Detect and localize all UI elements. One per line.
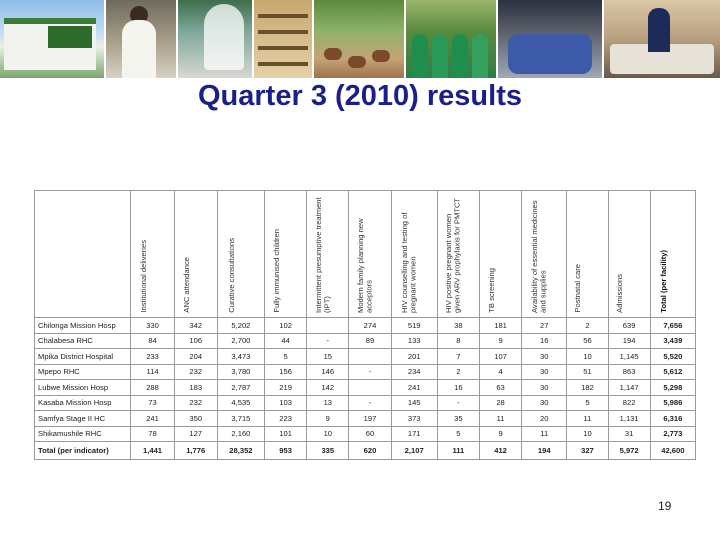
table-cell: 38 — [437, 318, 479, 334]
column-header — [307, 191, 349, 318]
table-cell: 10 — [307, 426, 349, 442]
table-cell: 145 — [391, 395, 437, 411]
table-cell: 3,715 — [217, 411, 264, 427]
column-header-label: Curative consultations — [226, 238, 236, 313]
column-header-label: Total (per facility) — [658, 250, 668, 313]
goat — [324, 48, 342, 60]
table-cell: 3,780 — [217, 364, 264, 380]
table-cell: 16 — [522, 333, 567, 349]
table-cell: 15 — [307, 349, 349, 365]
table-cell: 142 — [307, 380, 349, 396]
summary-cell: 5,972 — [608, 442, 650, 460]
table-cell: 31 — [608, 426, 650, 442]
table-cell: 234 — [391, 364, 437, 380]
column-header — [217, 191, 264, 318]
column-header — [479, 191, 521, 318]
facility-total-cell: 5,612 — [650, 364, 695, 380]
table-cell: 2,700 — [217, 333, 264, 349]
community-group-photo — [406, 0, 496, 78]
table-cell: 5 — [265, 349, 307, 365]
facility-total-cell: 7,656 — [650, 318, 695, 334]
table-cell: 233 — [131, 349, 174, 365]
facility-total-cell: 5,520 — [650, 349, 695, 365]
worker-coat — [122, 20, 156, 78]
table-cell: 114 — [131, 364, 174, 380]
table-cell: 103 — [265, 395, 307, 411]
results-table-container — [34, 190, 696, 468]
table-cell: 84 — [131, 333, 174, 349]
patient-blanket — [508, 34, 592, 74]
table-cell: 2 — [567, 318, 608, 334]
pharmacy-shelves-photo — [254, 0, 312, 78]
facility-total-cell: 2,773 — [650, 426, 695, 442]
facility-name-cell: Chilonga Mission Hosp — [35, 318, 131, 334]
table-cell: 863 — [608, 364, 650, 380]
table-cell: 330 — [131, 318, 174, 334]
table-cell: 274 — [349, 318, 391, 334]
summary-cell: 111 — [437, 442, 479, 460]
column-header-label: HIV positive pregnant women given ARV prophylaxis for PMTCT — [444, 197, 462, 313]
table-cell: 102 — [265, 318, 307, 334]
table-cell: 219 — [265, 380, 307, 396]
table-cell: 11 — [479, 411, 521, 427]
table-cell: 822 — [608, 395, 650, 411]
table-cell: 89 — [349, 333, 391, 349]
table-cell: 10 — [567, 426, 608, 442]
column-header-label: Availability of essential medicines and supplies — [530, 200, 548, 313]
summary-cell: 953 — [265, 442, 307, 460]
table-cell: 2,787 — [217, 380, 264, 396]
table-cell: - — [349, 395, 391, 411]
table-cell: 4 — [479, 364, 521, 380]
summary-cell: 620 — [349, 442, 391, 460]
table-cell: 241 — [131, 411, 174, 427]
goat — [372, 50, 390, 62]
nurse — [648, 8, 670, 52]
table-cell: 63 — [479, 380, 521, 396]
table-cell: 7 — [437, 349, 479, 365]
table-cell: 51 — [567, 364, 608, 380]
table-cell: 232 — [174, 364, 217, 380]
clinic-sign — [48, 26, 92, 48]
table-cell: 1,131 — [608, 411, 650, 427]
table-cell — [307, 318, 349, 334]
table-cell: 60 — [349, 426, 391, 442]
column-header-label: HIV counselling and testing of pregnant women — [400, 212, 418, 313]
table-cell: - — [307, 333, 349, 349]
table-cell — [349, 380, 391, 396]
column-header-label: ANC attendance — [181, 257, 191, 313]
table-cell: 101 — [265, 426, 307, 442]
table-cell: 5,202 — [217, 318, 264, 334]
table-cell: 20 — [522, 411, 567, 427]
table-cell: 201 — [391, 349, 437, 365]
table-cell: 182 — [567, 380, 608, 396]
facility-name-cell: Samfya Stage II HC — [35, 411, 131, 427]
table-cell: 181 — [479, 318, 521, 334]
table-cell: 204 — [174, 349, 217, 365]
table-row — [35, 364, 696, 380]
summary-cell: 1,776 — [174, 442, 217, 460]
table-cell: 639 — [608, 318, 650, 334]
table-cell: 1,145 — [608, 349, 650, 365]
summary-label-cell: Total (per indicator) — [35, 442, 131, 460]
table-cell: 10 — [567, 349, 608, 365]
facility-name-cell: Mpika District Hospital — [35, 349, 131, 365]
table-header-row — [35, 191, 696, 318]
table-cell: 107 — [479, 349, 521, 365]
table-cell: 194 — [608, 333, 650, 349]
table-cell: 78 — [131, 426, 174, 442]
column-header-label: Institutional deliveries — [138, 240, 148, 313]
shelf — [258, 46, 308, 50]
summary-cell: 194 — [522, 442, 567, 460]
table-cell: 241 — [391, 380, 437, 396]
table-cell: 30 — [522, 349, 567, 365]
facility-name-cell: Chalabesa RHC — [35, 333, 131, 349]
table-cell: 73 — [131, 395, 174, 411]
table-cell: 288 — [131, 380, 174, 396]
table-cell: 27 — [522, 318, 567, 334]
goat — [348, 56, 366, 68]
table-row — [35, 349, 696, 365]
table-cell: 9 — [479, 333, 521, 349]
table-cell: - — [349, 364, 391, 380]
table-cell: 56 — [567, 333, 608, 349]
table-cell: 373 — [391, 411, 437, 427]
table-cell: 28 — [479, 395, 521, 411]
column-header — [131, 191, 174, 318]
results-table — [34, 190, 696, 460]
facility-name-cell: Shikamushile RHC — [35, 426, 131, 442]
column-header-total — [650, 191, 695, 318]
column-header — [265, 191, 307, 318]
table-cell: 44 — [265, 333, 307, 349]
shelf — [258, 14, 308, 18]
table-cell: 350 — [174, 411, 217, 427]
facility-total-cell: 5,986 — [650, 395, 695, 411]
table-cell: 11 — [567, 411, 608, 427]
table-row — [35, 395, 696, 411]
page-number: 19 — [658, 499, 672, 513]
table-cell: 519 — [391, 318, 437, 334]
table-cell: 35 — [437, 411, 479, 427]
column-header-label: Intermittent presumptive treatment (IPT) — [313, 197, 332, 313]
summary-cell: 335 — [307, 442, 349, 460]
shelf — [258, 30, 308, 34]
table-cell: 342 — [174, 318, 217, 334]
summary-cell: 2,107 — [391, 442, 437, 460]
summary-cell: 327 — [567, 442, 608, 460]
column-header — [567, 191, 608, 318]
facility-total-cell: 5,298 — [650, 380, 695, 396]
table-row — [35, 411, 696, 427]
table-row — [35, 333, 696, 349]
table-cell: 30 — [522, 364, 567, 380]
table-cell: 146 — [307, 364, 349, 380]
table-cell: 30 — [522, 380, 567, 396]
patient-blanket-photo — [498, 0, 602, 78]
table-cell: 8 — [437, 333, 479, 349]
summary-cell: 1,441 — [131, 442, 174, 460]
clinic-building-photo — [0, 0, 104, 78]
facility-name-cell: Kasaba Mission Hosp — [35, 395, 131, 411]
table-row — [35, 426, 696, 442]
person — [412, 34, 428, 78]
column-header-label: TB screening — [486, 268, 496, 313]
table-cell — [349, 349, 391, 365]
person — [472, 34, 488, 78]
table-row — [35, 318, 696, 334]
table-cell: 127 — [174, 426, 217, 442]
table-cell: - — [437, 395, 479, 411]
column-header — [391, 191, 437, 318]
column-header — [437, 191, 479, 318]
facility-total-cell: 3,439 — [650, 333, 695, 349]
column-header — [522, 191, 567, 318]
mosquito-net — [204, 4, 244, 70]
summary-cell: 412 — [479, 442, 521, 460]
facility-total-cell: 6,316 — [650, 411, 695, 427]
table-cell: 4,535 — [217, 395, 264, 411]
facility-name-cell: Mpepo RHC — [35, 364, 131, 380]
column-header — [174, 191, 217, 318]
slide-title: Quarter 3 (2010) results — [198, 80, 522, 112]
column-header — [349, 191, 391, 318]
table-cell: 133 — [391, 333, 437, 349]
person — [432, 34, 448, 78]
photo-strip — [0, 0, 720, 78]
person — [452, 34, 468, 78]
table-cell: 13 — [307, 395, 349, 411]
table-cell: 5 — [567, 395, 608, 411]
column-header-label: Admissions — [615, 274, 625, 313]
table-cell: 171 — [391, 426, 437, 442]
goats-village-photo — [314, 0, 404, 78]
column-header-label: Fully immunised children — [271, 229, 281, 313]
hospital-ward-photo — [604, 0, 720, 78]
table-cell: 2,160 — [217, 426, 264, 442]
table-cell: 197 — [349, 411, 391, 427]
table-cell: 106 — [174, 333, 217, 349]
table-cell: 16 — [437, 380, 479, 396]
table-cell: 156 — [265, 364, 307, 380]
facility-name-cell: Lubwe Mission Hosp — [35, 380, 131, 396]
table-cell: 1,147 — [608, 380, 650, 396]
summary-cell: 28,352 — [217, 442, 264, 460]
shelf — [258, 62, 308, 66]
header-corner — [35, 191, 131, 318]
table-summary-row — [35, 442, 696, 460]
table-cell: 9 — [479, 426, 521, 442]
ward-mosquito-net-photo — [178, 0, 252, 78]
table-cell: 9 — [307, 411, 349, 427]
table-cell: 3,473 — [217, 349, 264, 365]
table-cell: 223 — [265, 411, 307, 427]
column-header-label: Modern family planning new acceptors — [355, 218, 374, 313]
table-cell: 11 — [522, 426, 567, 442]
table-cell: 30 — [522, 395, 567, 411]
column-header-label: Postnatal care — [573, 264, 583, 313]
grand-total-cell: 42,600 — [650, 442, 695, 460]
table-body — [35, 318, 696, 460]
table-cell: 2 — [437, 364, 479, 380]
table-cell: 183 — [174, 380, 217, 396]
health-worker-photo — [106, 0, 176, 78]
table-row — [35, 380, 696, 396]
table-cell: 232 — [174, 395, 217, 411]
table-cell: 5 — [437, 426, 479, 442]
column-header — [608, 191, 650, 318]
